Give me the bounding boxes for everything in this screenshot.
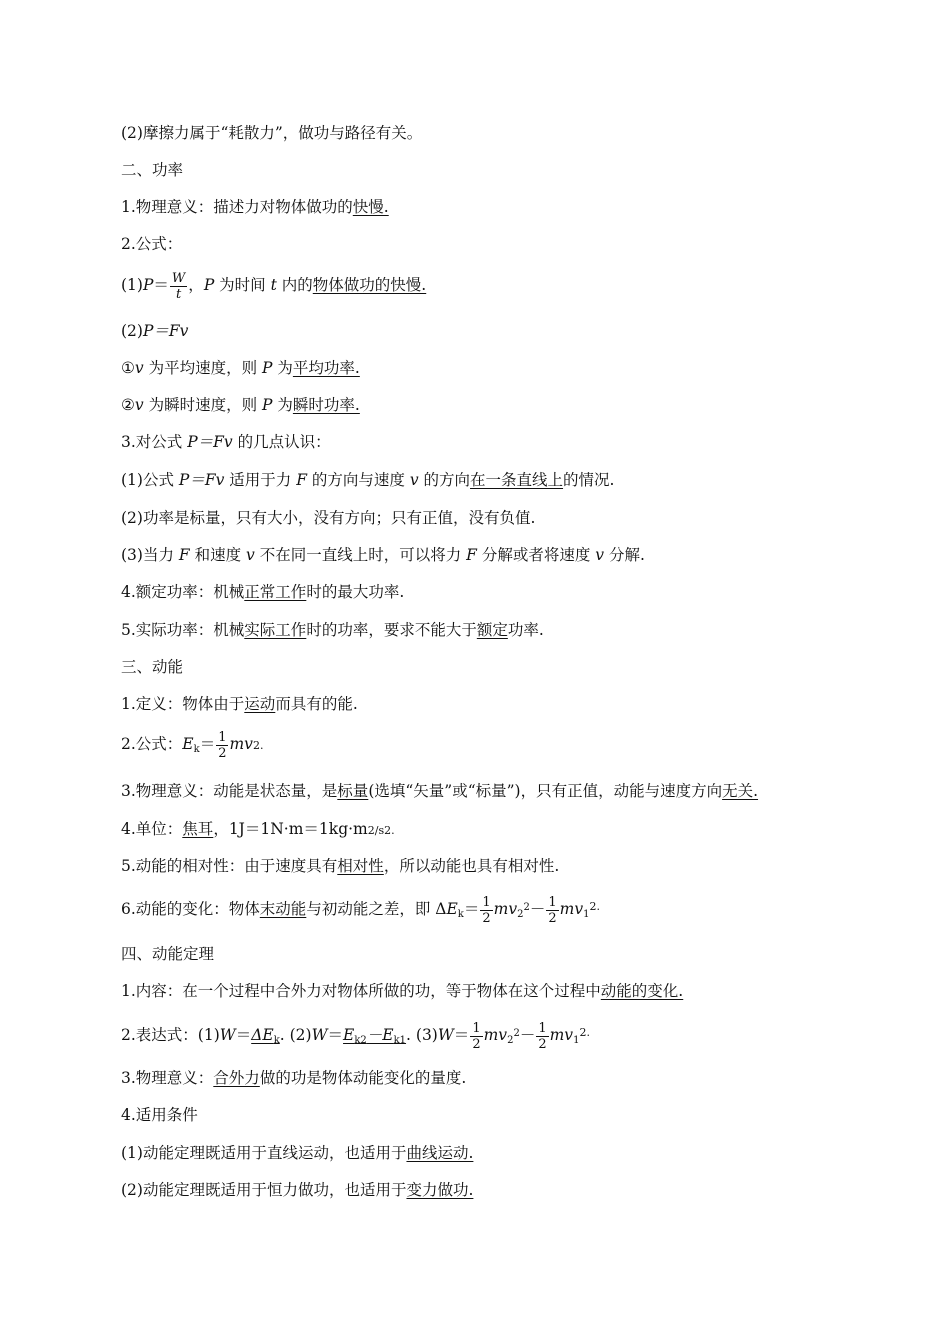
superscript: 2. [589,900,600,913]
text: 2/s2. [367,824,395,837]
text: (选填“矢量”或“标量”)，只有正值，动能与速度方向 [368,782,723,800]
text: 不在同一直线上时，可以将力 [254,546,467,564]
text: 功率. [507,621,544,639]
var: mv [483,1026,508,1044]
text: 的情况. [563,471,615,489]
text: ＝ [327,1026,344,1044]
answer-underlined: 额定 [476,621,508,639]
answer-underlined: 焦耳 [182,820,214,838]
answer-underlined: 变力做功. [406,1181,474,1199]
numerator: 1 [472,1020,481,1036]
answer-underlined: 相对性 [337,857,384,875]
subscript: 2 [517,909,524,920]
text: 3.物理意义：动能是状态量，是 [121,782,338,800]
denominator: 2 [548,910,557,926]
text: 2.表达式：(1) [121,1026,220,1044]
text: 为 [272,396,293,414]
fraction [546,895,558,926]
text: ＝ [453,1026,470,1044]
answer-underlined: 实际工作 [244,621,307,639]
text: ② [121,396,135,414]
text: (1) [121,276,143,294]
text-line [121,818,395,842]
var: mv [493,900,518,918]
numerator: 1 [538,1020,547,1036]
denominator: 2 [218,745,227,761]
text: 的几点认识： [232,433,331,451]
section-heading [121,159,183,181]
text-line [121,581,404,603]
answer-underlined [343,1026,406,1044]
text: 为 [272,359,293,377]
heading-text: 四、动能定理 [121,945,215,963]
text-line [121,780,758,802]
section-heading [121,943,214,965]
text: ，所以动能也具有相对性. [383,857,560,875]
answer-underlined: 标量 [337,782,369,800]
text: ＝ [153,276,169,294]
answer-underlined: 平均功率. [292,359,360,377]
text-line [121,320,188,342]
answer-underlined: 物体做功的快慢. [312,276,427,294]
heading-text: 三、动能 [121,658,184,676]
text: (2) [121,322,143,340]
formula: P＝Fv [178,471,225,489]
answer-underlined: 动能的变化. [600,982,684,1000]
var: P [262,359,273,377]
text-line [121,233,182,255]
var: mv [549,1026,574,1044]
answer-underlined: 无关. [722,782,759,800]
text-line [121,1179,473,1201]
text-line [121,855,559,877]
var: v [134,359,144,377]
text: ＝ [235,1026,252,1044]
var: v [409,471,419,489]
text: ， [188,276,204,294]
var: F [178,546,190,564]
text-line [121,431,331,453]
answer-underlined: 合外力 [213,1069,260,1087]
text-line [121,469,614,491]
var: W [219,1026,236,1044]
text: 3.对公式 [121,433,188,451]
superscript: 2 [523,902,530,913]
answer-underlined: 瞬时功率. [292,396,360,414]
text: 4.单位： [121,820,183,838]
subscript: k [273,1035,280,1046]
denominator: t [175,286,182,302]
text: 为平均速度，则 [143,359,263,377]
formula: E [343,1026,355,1044]
var: v [134,396,144,414]
subscript: k [193,744,200,755]
text: 5.实际功率：机械 [121,621,245,639]
formula: P＝Fv [187,433,233,451]
var: P [203,276,215,294]
text: 1.内容：在一个过程中合外力对物体所做的功，等于物体在这个过程中 [121,982,601,1000]
formula: ΔE [251,1026,274,1044]
text: ① [121,359,135,377]
var: v [246,546,255,564]
denominator: 2 [538,1036,547,1052]
text-line [121,122,422,144]
text: (2)摩擦力属于“耗散力”，做功与路径有关。 [121,124,423,142]
text: 分解或者将速度 [476,546,596,564]
subscript: k2 [354,1035,367,1046]
text: 2.公式： [121,235,183,253]
text: 为时间 [214,276,271,294]
formula: －E [366,1026,394,1044]
heading-text: 二、功率 [121,161,184,179]
text: 的方向 [418,471,471,489]
fraction [470,1021,482,1052]
text: 4.适用条件 [121,1106,198,1124]
text: － [529,900,546,918]
fraction [170,271,187,302]
subscript: 2 [507,1035,514,1046]
answer-underlined: 正常工作 [244,583,307,601]
var: F [466,546,477,564]
numerator: W [171,270,186,286]
superscript: 2. [579,1026,590,1039]
var: E [446,900,458,918]
subscript: k1 [393,1035,407,1046]
text: 2.公式： [121,735,183,753]
denominator: 2 [482,910,491,926]
subscript: k [457,909,464,920]
text: ＝ [199,735,216,753]
formula: P＝Fv [142,322,189,340]
text: (3)当力 [121,546,179,564]
text: 做的功是物体动能变化的量度. [259,1069,467,1087]
text: 与初动能之差，即 Δ [306,900,447,918]
text: 分解. [604,546,645,564]
text: 3.物理意义： [121,1069,214,1087]
answer-underlined: 在一条直线上 [470,471,564,489]
superscript: 2 [513,1028,520,1039]
text: 1.物理意义：描述力对物体做功的 [121,198,353,216]
text: . (2) [279,1026,312,1044]
fraction [536,1021,548,1052]
text-line [121,1104,198,1126]
answer-underlined: 快慢. [352,198,389,216]
text-line [121,1016,590,1058]
text-line [121,544,645,566]
text: － [519,1026,536,1044]
text-line [121,693,358,715]
text: 内的 [276,276,313,294]
text: 时的最大功率. [306,583,405,601]
var: v [595,546,605,564]
var: F [296,471,307,489]
text-line [121,357,360,379]
text: (1)动能定理既适用于直线运动，也适用于 [121,1144,407,1162]
answer-underlined: 曲线运动. [406,1144,474,1162]
text: 时的功率，要求不能大于 [306,621,477,639]
text-line [121,1067,466,1089]
var: E [182,735,194,753]
var: W [311,1026,328,1044]
answer-underlined [251,1026,280,1044]
text: 适用于力 [224,471,297,489]
fraction [216,730,228,761]
var: mv [229,735,253,753]
text: 为瞬时速度，则 [143,396,263,414]
text-line [121,980,683,1002]
text: ＝ [463,900,480,918]
text: 1.定义：物体由于 [121,695,245,713]
numerator: 1 [218,729,227,745]
text-line [121,196,389,218]
text: (1)公式 [121,471,179,489]
numerator: 1 [548,894,557,910]
text: 2. [252,739,264,752]
text: 的方向与速度 [306,471,410,489]
denominator: 2 [472,1036,481,1052]
text: (2)功率是标量，只有大小，没有方向；只有正值，没有负值. [121,509,536,527]
text: 而具有的能. [275,695,358,713]
text-line [121,394,360,416]
var: W [437,1026,454,1044]
text-line [121,1142,473,1164]
numerator: 1 [482,894,491,910]
text-line [121,268,426,302]
answer-underlined: 运动 [244,695,276,713]
text: 和速度 [189,546,247,564]
answer-underlined: 末动能 [259,900,307,918]
fraction [480,895,492,926]
text: 4.额定功率：机械 [121,583,245,601]
text-line [121,890,600,932]
text: 5.动能的相对性：由于速度具有 [121,857,338,875]
text: ，1J＝1N·m＝1kg·m [213,820,368,838]
text: 6.动能的变化：物体 [121,900,260,918]
var: P [142,276,154,294]
var: P [262,396,273,414]
text-line [121,507,535,529]
section-heading [121,656,183,678]
text: . (3) [406,1026,438,1044]
var: mv [559,900,584,918]
text: (2)动能定理既适用于恒力做功，也适用于 [121,1181,407,1199]
var: t [270,276,277,294]
text-line [121,727,263,767]
subscript: 1 [573,1035,580,1046]
subscript: 1 [583,909,590,920]
text-line [121,619,544,641]
